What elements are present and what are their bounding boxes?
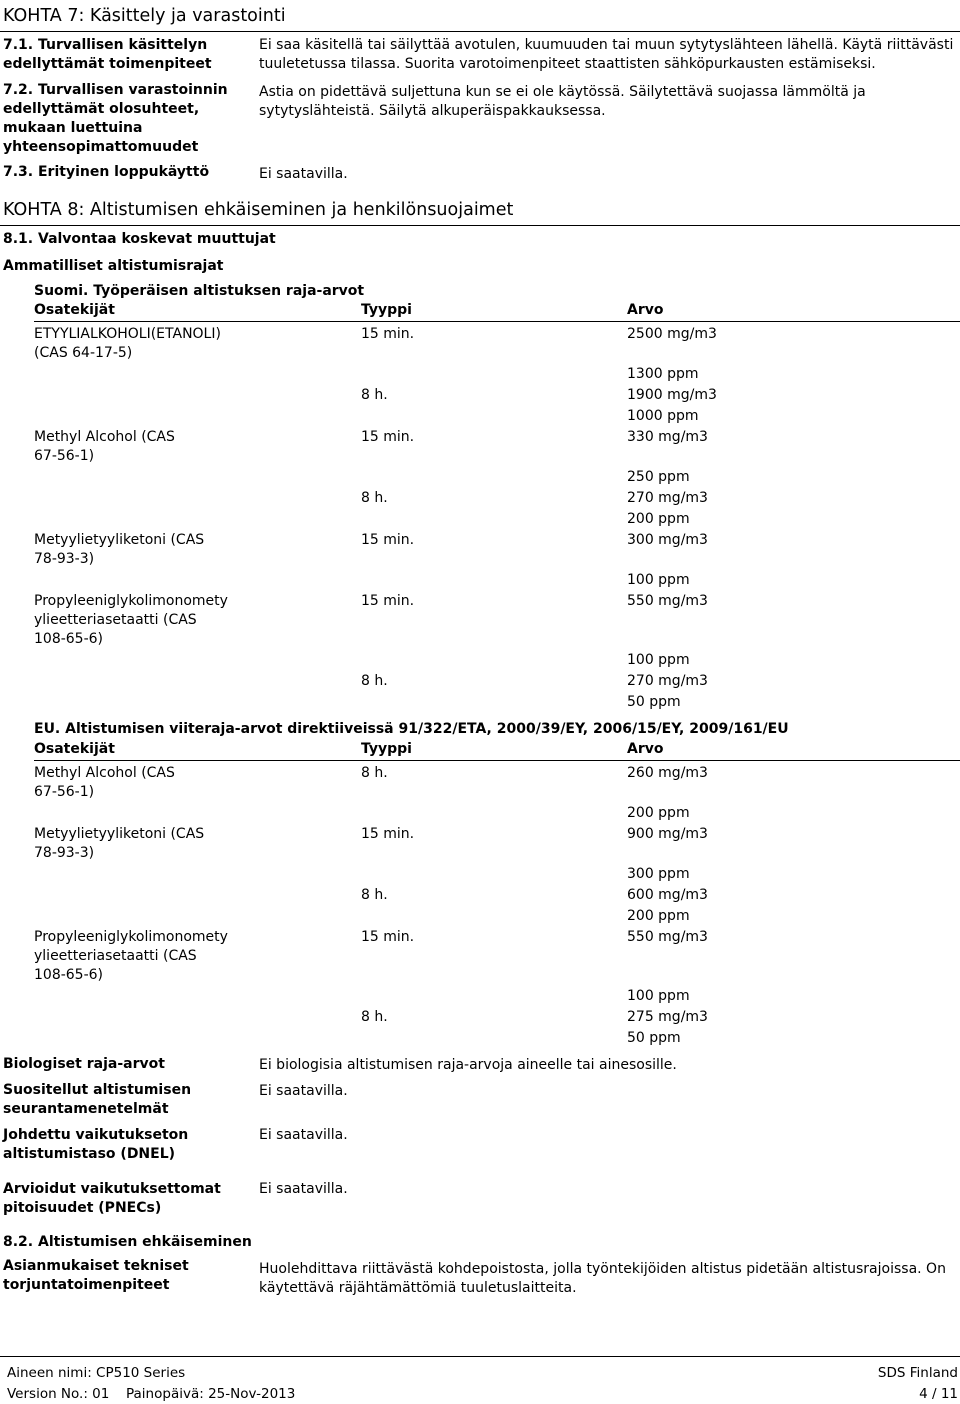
table2-value: 100 ppm [627, 988, 690, 1004]
section-8-rule [0, 225, 960, 226]
eng-controls-label: Asianmukaiset tekniset torjuntatoimenpiteet [3, 1258, 189, 1293]
dnel-label: Johdettu vaikutukseton altistumistaso (DNEL) [3, 1127, 189, 1162]
table2-value: 900 mg/m3 [627, 826, 708, 842]
table2-title: EU. Altistumisen viiteraja-arvot direktiiveissä 91/322/ETA, 2000/39/EY, 2006/15/EY, 2009/161/EU [34, 721, 789, 737]
table2-value: 200 ppm [627, 805, 690, 821]
table1-col-component: Osatekijät [34, 302, 115, 318]
table1-component: Methyl Alcohol (CAS 67-56-1) [34, 429, 175, 464]
section-7-rule [0, 31, 960, 32]
table1-component: Metyylietyyliketoni (CAS 78-93-3) [34, 532, 205, 567]
table2-value: 600 mg/m3 [627, 887, 708, 903]
table1-value: 100 ppm [627, 652, 690, 668]
table2-type: 15 min. [361, 929, 415, 945]
table2-value: 260 mg/m3 [627, 765, 708, 781]
table1-type: 8 h. [361, 490, 388, 506]
monitor-label: Suositellut altistumisen seurantamenetelmät [3, 1082, 192, 1117]
table2-col-type: Tyyppi [361, 741, 412, 757]
table1-value: 330 mg/m3 [627, 429, 708, 445]
s7-1-label: 7.1. Turvallisen käsittelyn edellyttämät toimenpiteet [3, 37, 212, 72]
s8-2-subheading: 8.2. Altistumisen ehkäiseminen [3, 1234, 252, 1250]
table1-col-value: Arvo [627, 302, 664, 318]
s7-3-label: 7.3. Erityinen loppukäyttö [3, 164, 210, 180]
table1-col-type: Tyyppi [361, 302, 412, 318]
table1-type: 8 h. [361, 387, 388, 403]
table1-type: 8 h. [361, 673, 388, 689]
table1-value: 50 ppm [627, 694, 681, 710]
table2-type: 8 h. [361, 1009, 388, 1025]
footer-print-date: Painopäivä: 25-Nov-2013 [126, 1386, 296, 1402]
bio-text: Ei biologisia altistumisen raja-arvoja aineelle tai ainesosille. [259, 1057, 677, 1073]
table1-component: ETYYLIALKOHOLI(ETANOLI) (CAS 64-17-5) [34, 326, 221, 361]
monitor-text: Ei saatavilla. [259, 1083, 348, 1099]
footer-product-name: Aineen nimi: CP510 Series [7, 1365, 186, 1381]
table2-type: 8 h. [361, 765, 388, 781]
s8-1-subheading: 8.1. Valvontaa koskevat muuttujat [3, 231, 276, 247]
table2-type: 15 min. [361, 826, 415, 842]
table1-value: 300 mg/m3 [627, 532, 708, 548]
footer-page-number: 4 / 11 [919, 1386, 958, 1402]
table2-type: 8 h. [361, 887, 388, 903]
table1-type: 15 min. [361, 593, 415, 609]
table2-value: 550 mg/m3 [627, 929, 708, 945]
s7-2-text: Astia on pidettävä suljettuna kun se ei ole käytössä. Säilytettävä suojassa lämmöltä ja sytytyslähteistä. Säilytä alkuperäispakkauksessa. [259, 84, 866, 119]
table1-value: 100 ppm [627, 572, 690, 588]
s7-1-text: Ei saa käsitellä tai säilyttää avotulen, kuumuuden tai muun sytytyslähteen lähellä. Käytä riittävästi tuuletetussa tilassa. Suorita varotoimenpiteet staattisten sähköpurkausten estämiseksi. [259, 37, 954, 72]
table1-value: 1300 ppm [627, 366, 699, 382]
table2-col-value: Arvo [627, 741, 664, 757]
table1-value: 1900 mg/m3 [627, 387, 717, 403]
s7-3-text: Ei saatavilla. [259, 166, 348, 182]
footer-rule [0, 1356, 960, 1357]
table2-value: 50 ppm [627, 1030, 681, 1046]
table2-value: 300 ppm [627, 866, 690, 882]
oel-heading: Ammatilliset altistumisrajat [3, 258, 224, 274]
table2-value: 275 mg/m3 [627, 1009, 708, 1025]
table2-component: Propyleeniglykolimonomety ylieetteriasetaatti (CAS 108-65-6) [34, 929, 228, 983]
table2-header-rule [34, 760, 960, 761]
bio-label: Biologiset raja-arvot [3, 1056, 165, 1072]
s7-2-label: 7.2. Turvallisen varastoinnin edellyttämät olosuhteet, mukaan luettuina yhteensopimattomuudet [3, 82, 228, 155]
table2-component: Metyylietyyliketoni (CAS 78-93-3) [34, 826, 205, 861]
table1-value: 270 mg/m3 [627, 490, 708, 506]
table1-type: 15 min. [361, 532, 415, 548]
table2-component: Methyl Alcohol (CAS 67-56-1) [34, 765, 175, 800]
section-8-title: KOHTA 8: Altistumisen ehkäiseminen ja henkilönsuojaimet [3, 200, 514, 220]
table1-component: Propyleeniglykolimonomety ylieetteriasetaatti (CAS 108-65-6) [34, 593, 228, 647]
table2-col-component: Osatekijät [34, 741, 115, 757]
pnec-text: Ei saatavilla. [259, 1181, 348, 1197]
pnec-label: Arvioidut vaikutuksettomat pitoisuudet (PNECs) [3, 1181, 221, 1216]
table1-value: 200 ppm [627, 511, 690, 527]
dnel-text: Ei saatavilla. [259, 1127, 348, 1143]
table1-type: 15 min. [361, 429, 415, 445]
table2-value: 200 ppm [627, 908, 690, 924]
table1-value: 550 mg/m3 [627, 593, 708, 609]
table1-value: 2500 mg/m3 [627, 326, 717, 342]
table1-value: 270 mg/m3 [627, 673, 708, 689]
eng-controls-text: Huolehdittava riittävästä kohdepoistosta, jolla työntekijöiden altistus pidetään altistusrajoissa. On käytettävä räjähtämättömiä tuuletuslaitteita. [259, 1261, 946, 1296]
table1-value: 1000 ppm [627, 408, 699, 424]
section-7-title: KOHTA 7: Käsittely ja varastointi [3, 6, 286, 26]
table1-header-rule [34, 321, 960, 322]
table1-value: 250 ppm [627, 469, 690, 485]
footer-version: Version No.: 01 [7, 1386, 110, 1402]
footer-sds-country: SDS Finland [877, 1365, 958, 1381]
table1-type: 15 min. [361, 326, 415, 342]
table1-title: Suomi. Työperäisen altistuksen raja-arvot [34, 283, 365, 299]
